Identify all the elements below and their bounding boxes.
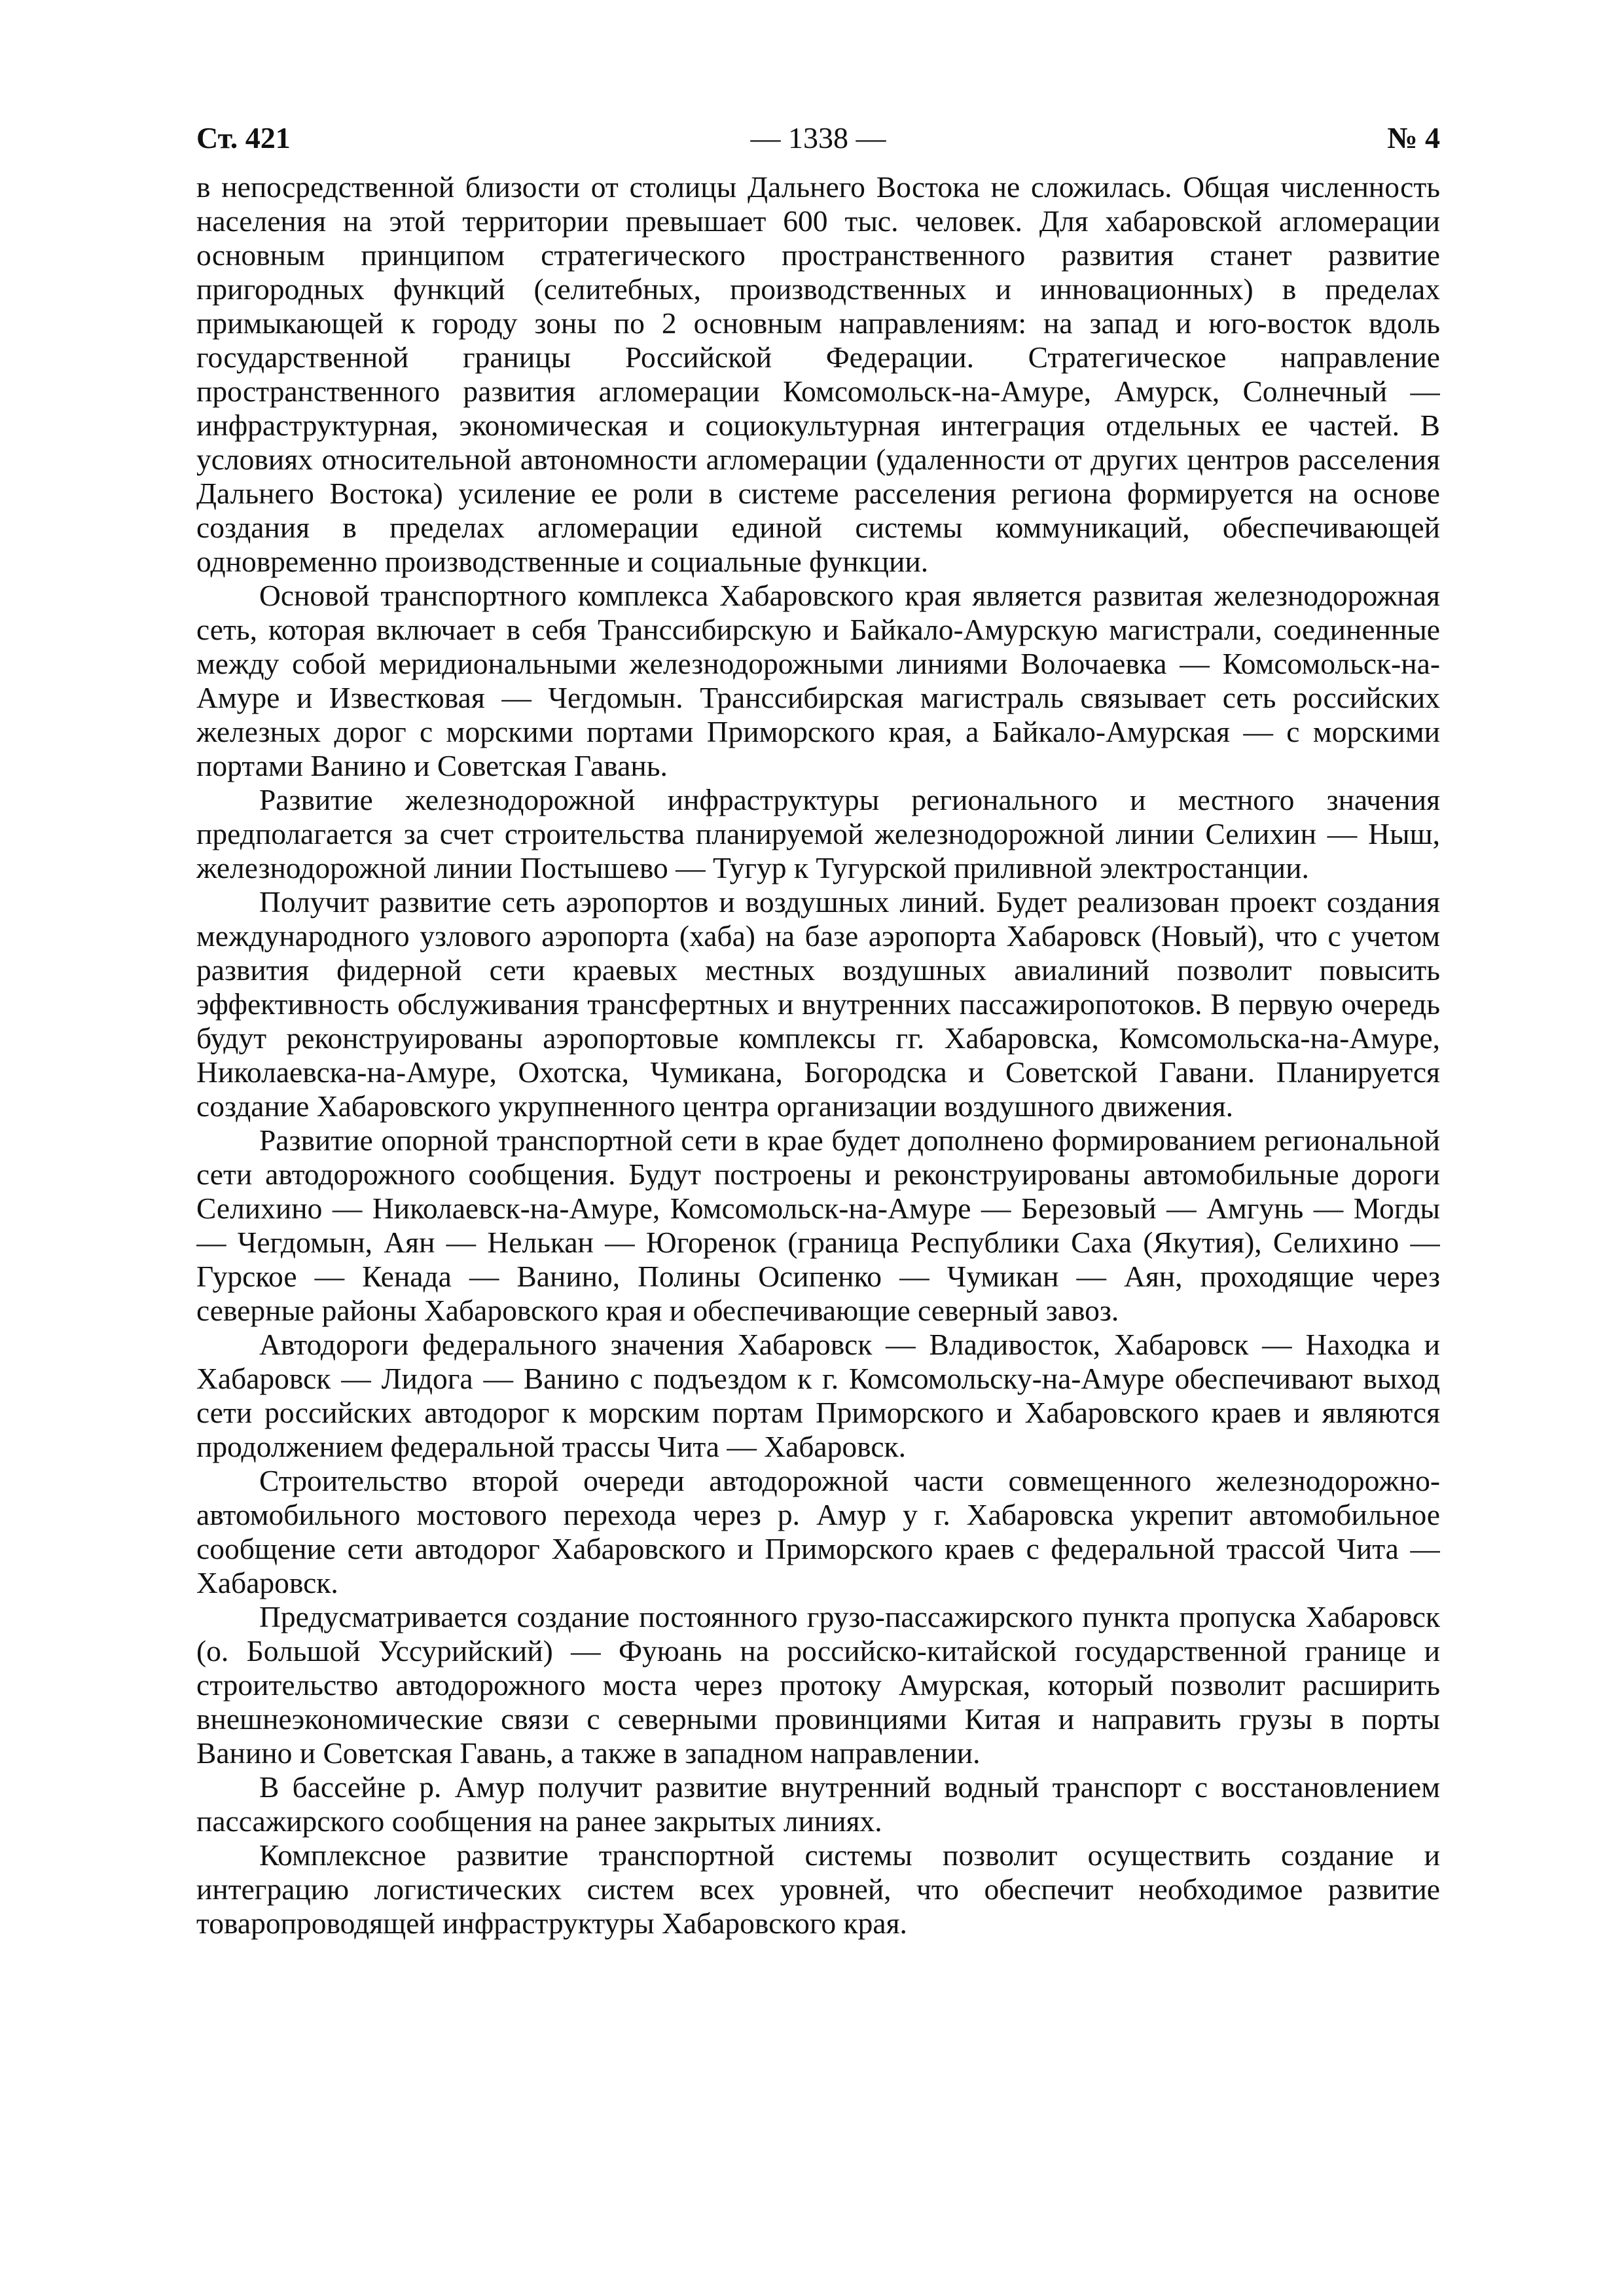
document-page: [196, 115, 1440, 2250]
document-body: [196, 170, 1440, 1941]
paragraph-border-crossing: Предусматривается создание постоянного грузо-пассажирского пункта пропуска Хабаровск (о. Большой Уссурийский) — Фуюань на российско-китайской государственной границе и строительство автодорожного моста через протоку Амурская, который позволит расширить внешнеэкономические связи с северными провинциями Китая и направить грузы в порты Ванино и Советская Гавань, а также в западном направлении.: [196, 1600, 1440, 1770]
page-header: [196, 115, 1440, 161]
paragraph-water-transport: В бассейне р. Амур получит развитие внутренний водный транспорт с восстановлением пассажирского сообщения на ранее закрытых линиях.: [196, 1770, 1440, 1838]
paragraph-logistics: Комплексное развитие транспортной системы позволит осуществить создание и интеграцию логистических систем всех уровней, что обеспечит необходимое развитие товаропроводящей инфраструктуры Хабаровского края.: [196, 1838, 1440, 1940]
paragraph-continuation: в непосредственной близости от столицы Дальнего Востока не сложилась. Общая численность населения на этой территории превышает 600 тыс. человек. Для хабаровской агломерации основным принципом стратегического пространственного развития станет развитие пригородных функций (селитебных, производственных и инновационных) в пределах примыкающей к городу зоны по 2 основным направлениям: на запад и юго-восток вдоль государственной границы Российской Федерации. Стратегическое направление пространственного развития агломерации Комсомольск-на-Амуре, Амурск, Солнечный — инфраструктурная, экономическая и социокультурная интеграция отдельных ее частей. В условиях относительной автономности агломерации (удаленности от других центров расселения Дальнего Востока) усиление ее роли в системе расселения региона формируется на основе создания в пределах агломерации единой системы коммуникаций, обеспечивающей одновременно производственные и социальные функции.: [196, 170, 1440, 578]
paragraph-bridge: Строительство второй очереди автодорожной части совмещенного железнодорожно-автомобильного мостового перехода через р. Амур у г. Хабаровска укрепит автомобильное сообщение сети автодорог Хабаровского и Приморского краев с федеральной трассой Чита — Хабаровск.: [196, 1464, 1440, 1599]
paragraph-federal-roads: Автодороги федерального значения Хабаровск — Владивосток, Хабаровск — Находка и Хабаровск — Лидога — Ванино с подъездом к г. Комсомольску-на-Амуре обеспечивают выход сети российских автодорог к морским портам Приморского и Хабаровского краев и являются продолжением федеральной трассы Чита — Хабаровск.: [196, 1328, 1440, 1463]
paragraph-airports: Получит развитие сеть аэропортов и воздушных линий. Будет реализован проект создания международного узлового аэропорта (хаба) на базе аэропорта Хабаровск (Новый), что с учетом развития фидерной сети краевых местных воздушных авиалиний позволит повысить эффективность обслуживания трансфертных и внутренних пассажиропотоков. В первую очередь будут реконструированы аэропортовые комплексы гг. Хабаровска, Комсомольска-на-Амуре, Николаевска-на-Амуре, Охотска, Чумикана, Богородска и Советской Гавани. Планируется создание Хабаровского укрупненного центра организации воздушного движения.: [196, 885, 1440, 1123]
page-number: — 1338 —: [750, 121, 886, 155]
paragraph-railway-infrastructure: Развитие железнодорожной инфраструктуры регионального и местного значения предполагается за счет строительства планируемой железнодорожной линии Селихин — Ныш, железнодорожной линии Постышево — Тугур к Тугурской приливной электростанции.: [196, 783, 1440, 884]
paragraph-road-network: Развитие опорной транспортной сети в крае будет дополнено формированием региональной сети автодорожного сообщения. Будут построены и реконструированы автомобильные дороги Селихино — Николаевск-на-Амуре, Комсомольск-на-Амуре — Березовый — Амгунь — Могды — Чегдомын, Аян — Нелькан — Югоренок (граница Республики Саха (Якутия), Селихино — Гурское — Кенада — Ванино, Полины Осипенко — Чумикан — Аян, проходящие через северные районы Хабаровского края и обеспечивающие северный завоз.: [196, 1123, 1440, 1327]
paragraph-railway: Основой транспортного комплекса Хабаровского края является развитая железнодорожная сеть, которая включает в себя Транссибирскую и Байкало-Амурскую магистрали, соединенные между собой меридиональными железнодорожными линиями Волочаевка — Комсомольск-на-Амуре и Известковая — Чегдомын. Транссибирская магистраль связывает сеть российских железных дорог с морскими портами Приморского края, а Байкало-Амурская — с морскими портами Ванино и Советская Гавань.: [196, 579, 1440, 782]
article-number: Ст. 421: [196, 121, 291, 155]
issue-number: № 4: [1387, 121, 1440, 155]
